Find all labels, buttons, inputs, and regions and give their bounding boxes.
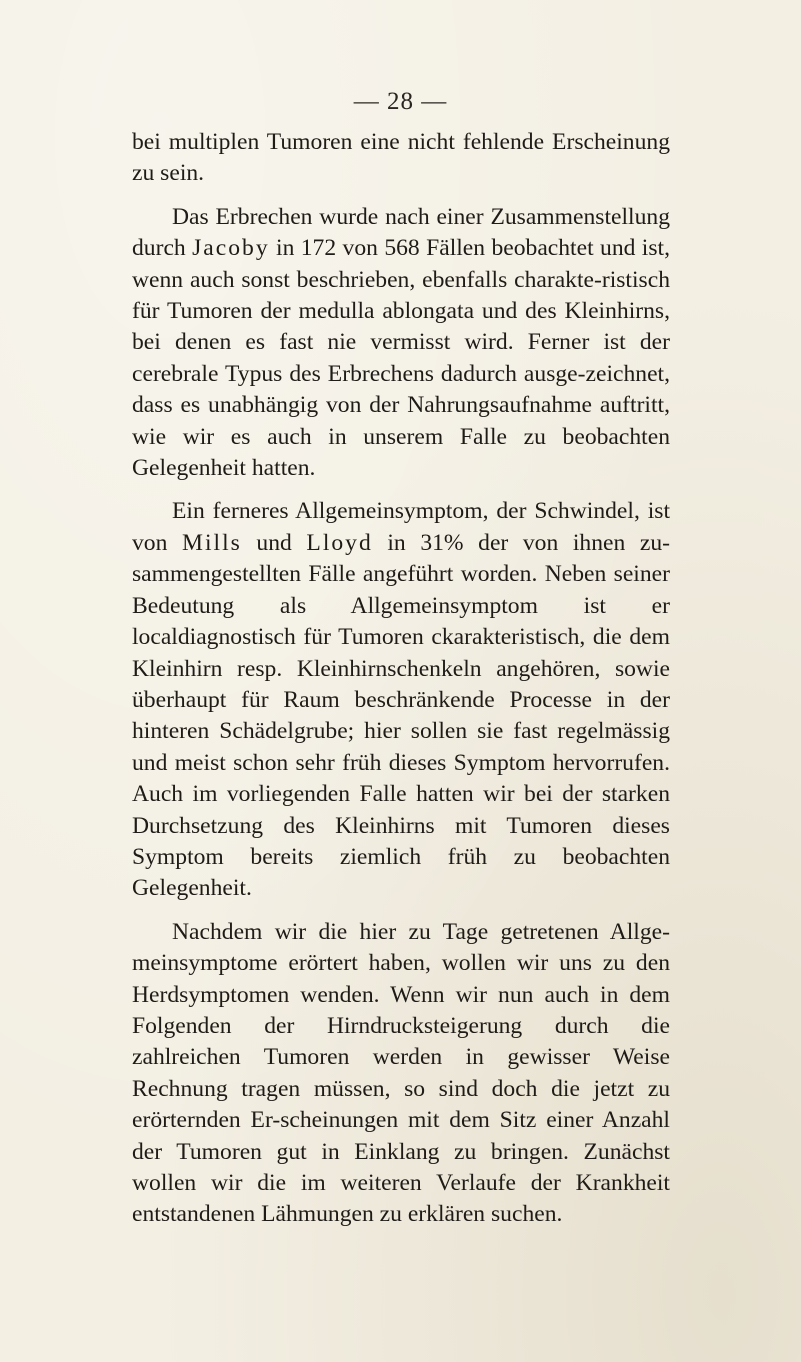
paragraph-2 — [132, 202, 670, 485]
author-name: Lloyd — [306, 529, 373, 556]
author-name: Jacoby — [192, 235, 270, 262]
paragraph-1 — [132, 127, 670, 190]
paragraph-4 — [132, 917, 670, 1231]
text-segment: bei multiplen Tumoren eine nicht fehlende Erscheinung zu sein. — [132, 129, 670, 187]
page-number: — 28 — — [353, 88, 448, 115]
author-name: Mills — [182, 529, 242, 556]
body-text — [132, 127, 670, 1231]
text-segment: Ein ferneres Allgemeinsymptom, der Schwindel, ist von — [132, 498, 670, 556]
text-segment: und — [241, 529, 307, 556]
text-segment: in 172 von 568 Fällen beobachtet und ist, wenn auch sonst beschrieben, ebenfalls charakte-ristisch für Tumoren der medulla ablongata und des Kleinhirns, bei denen es fast nie vermisst wird. Ferner ist der cerebrale Typus des Erbrechens dadurch ausge-zeichnet, dass es unabhängig von der Nahrungsaufnahme auftritt, wie wir es auch in unserem Falle zu beobachten Gelegenheit hatten. — [132, 235, 670, 482]
text-segment: Das Erbrechen wurde nach einer Zusammenstellung durch — [132, 203, 670, 262]
paragraph-3 — [132, 496, 670, 904]
text-segment: in 31% der von ihnen zu-sammengestellten Fälle angeführt worden. Neben seiner Bedeutung als Allgemeinsymptom ist er localdiagnostisch für Tumoren ckarakteristisch, die dem Kleinhirn resp. Kleinhirnschenkeln angehören, sowie überhaupt für Raum beschränkende Processe in der hinteren Schädelgrube; hier sollen sie fast regelmässig und meist schon sehr früh dieses Symptom hervorrufen. Auch im vorliegenden Falle hatten wir bei der starken Durchsetzung des Kleinhirns mit Tumoren dieses Symptom bereits ziemlich früh zu beobachten Gelegenheit. — [132, 529, 671, 902]
text-segment: Nachdem wir die hier zu Tage getretenen Allge-meinsymptome erörtert haben, wollen wir uns zu den Herdsymptomen wenden. Wenn wir nun auch in dem Folgenden der Hirndrucksteigerung durch die zahlreichen Tumoren werden in gewisser Weise Rechnung tragen müssen, so sind doch die jetzt zu erörternden Er-scheinungen mit dem Sitz einer Anzahl der Tumoren gut in Einklang zu bringen. Zunächst wollen wir die im weiteren Verlaufe der Krankheit entstandenen Lähmungen zu erklären suchen. — [132, 918, 670, 1228]
